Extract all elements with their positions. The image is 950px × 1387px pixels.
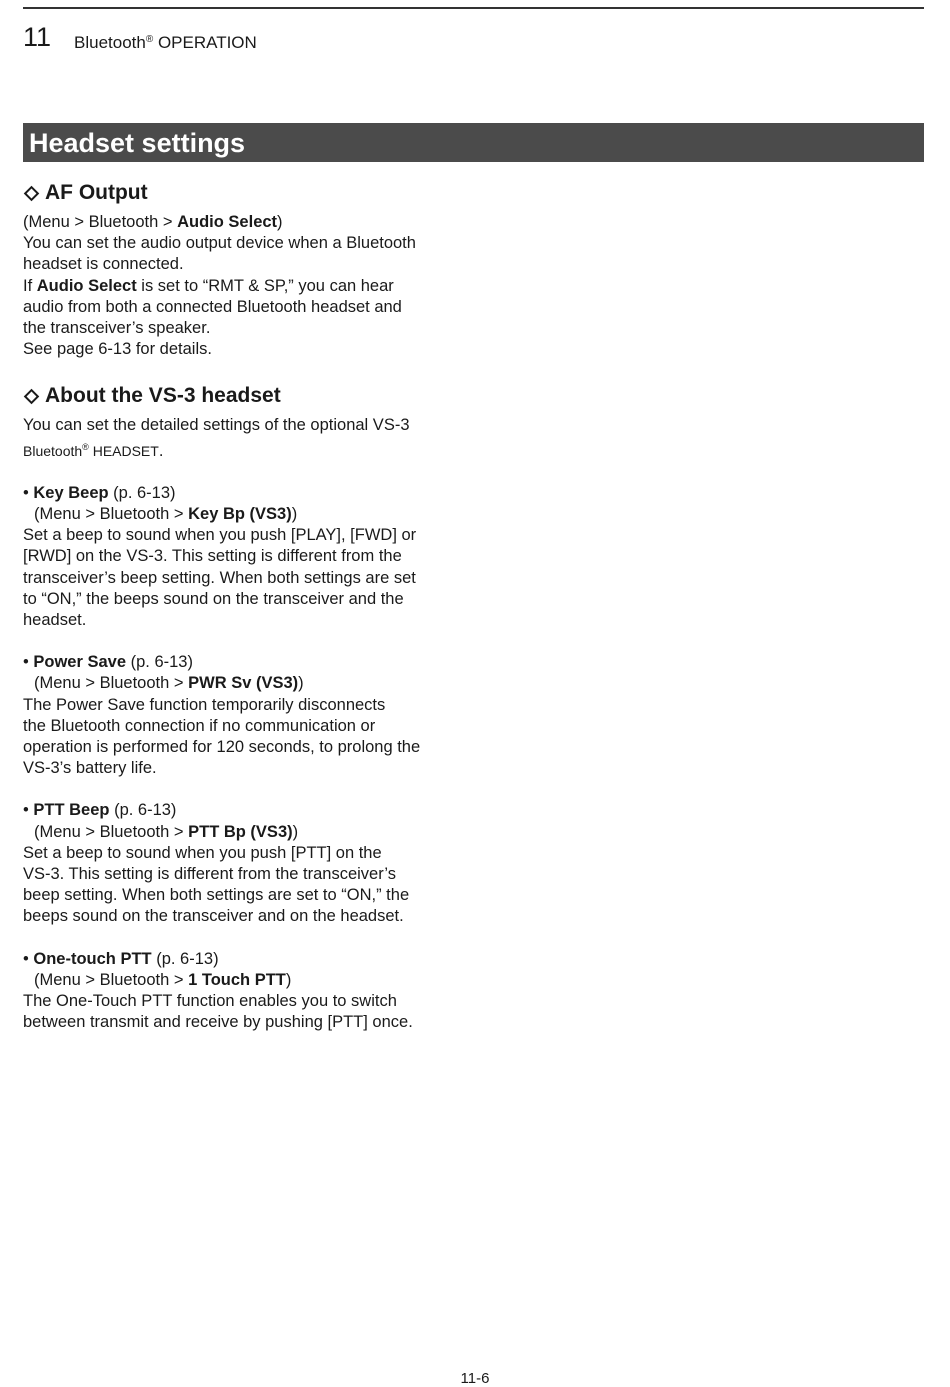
section-header-bar xyxy=(23,123,924,162)
text-line: VS-3. This setting is different from the transceiver’s xyxy=(23,865,396,884)
menu-item: Key Bp (VS3) xyxy=(188,505,292,524)
registered-mark: ® xyxy=(82,441,89,452)
text-line xyxy=(23,437,463,462)
item-page-ref: (p. 6-13) xyxy=(126,653,193,672)
menu-prefix: (Menu > Bluetooth > xyxy=(34,674,189,693)
af-output-heading xyxy=(23,178,463,208)
bullet: • xyxy=(23,483,34,502)
bullet: • xyxy=(23,801,34,820)
item-page-ref: (p. 6-13) xyxy=(109,801,177,820)
text-line: transceiver’s beep setting. When both settings are set xyxy=(23,568,416,587)
menu-item: PWR Sv (VS3) xyxy=(188,674,299,693)
chapter-title-main: Bluetooth xyxy=(74,33,146,52)
bullet: • xyxy=(23,653,34,672)
menu-suffix: ) xyxy=(298,674,304,693)
item-page-ref: (p. 6-13) xyxy=(108,483,176,502)
chapter-title xyxy=(74,30,257,53)
chapter-number: 11 xyxy=(23,22,52,52)
af-output-menu-path xyxy=(23,212,463,233)
vs3-intro xyxy=(23,415,463,461)
text-line: the transceiver’s speaker. xyxy=(23,319,211,338)
diamond-icon xyxy=(24,389,40,405)
item-menu-path xyxy=(23,504,463,525)
text-span: If xyxy=(23,276,37,295)
text-line: The Power Save function temporarily disconnects xyxy=(23,695,386,714)
text-line: audio from both a connected Bluetooth headset and xyxy=(23,297,402,316)
text-line: You can set the audio output device when a Bluetooth xyxy=(23,234,416,253)
text-line: headset. xyxy=(23,611,87,630)
text-line: Set a beep to sound when you push [PLAY], [FWD] or xyxy=(23,526,417,545)
bullet: • xyxy=(23,949,34,968)
text-span: Bluetooth xyxy=(23,442,83,459)
menu-item: PTT Bp (VS3) xyxy=(188,822,293,841)
page-number: 11-6 xyxy=(460,1370,490,1387)
main-content xyxy=(23,178,463,1034)
vs3-item xyxy=(23,652,463,779)
menu-suffix: ) xyxy=(291,505,298,524)
text-line: headset is connected. xyxy=(23,255,184,274)
text-line: beep setting. When both settings are set to “ON,” the xyxy=(23,886,410,905)
menu-prefix: (Menu > Bluetooth > xyxy=(34,505,189,524)
header-rule xyxy=(23,7,924,9)
item-menu-path xyxy=(23,822,463,843)
menu-item: Audio Select xyxy=(177,213,278,231)
item-title: PTT Beep xyxy=(33,801,110,820)
menu-item: 1 Touch PTT xyxy=(188,970,286,989)
item-page-ref: (p. 6-13) xyxy=(151,949,219,968)
text-line: You can set the detailed settings of the optional VS-3 xyxy=(23,416,410,435)
vs3-item-list xyxy=(23,462,463,1034)
menu-suffix: ) xyxy=(277,213,283,231)
text-line xyxy=(23,276,463,297)
vs3-heading-text: About the VS-3 headset xyxy=(45,384,281,408)
diamond-icon xyxy=(24,185,40,201)
item-title-line xyxy=(23,800,463,821)
chapter-title-rest: OPERATION xyxy=(153,33,257,52)
menu-prefix: (Menu > Bluetooth > xyxy=(34,822,189,841)
vs3-item xyxy=(23,800,463,927)
text-line: operation is performed for 120 seconds, to prolong the xyxy=(23,738,421,757)
item-title-line xyxy=(23,949,463,970)
text-bold: Audio Select xyxy=(36,276,137,295)
text-line: to “ON,” the beeps sound on the transceiver and the xyxy=(23,589,404,608)
item-title: One-touch PTT xyxy=(33,949,152,968)
vs3-item xyxy=(23,949,463,1034)
text-line: Set a beep to sound when you push [PTT] on the xyxy=(23,843,382,862)
item-title: Key Beep xyxy=(33,483,109,502)
text-line: [RWD] on the VS-3. This setting is different from the xyxy=(23,547,402,566)
menu-suffix: ) xyxy=(292,822,299,841)
text-line: the Bluetooth connection if no communication or xyxy=(23,716,376,735)
text-span: HEADSET xyxy=(88,442,159,459)
section-title: Headset settings xyxy=(29,128,246,158)
vs3-heading xyxy=(23,381,463,411)
menu-prefix: (Menu > Bluetooth > xyxy=(34,970,189,989)
text-span: . xyxy=(158,441,164,460)
text-line: VS-3’s battery life. xyxy=(23,759,157,778)
item-title: Power Save xyxy=(33,653,127,672)
af-output-heading-text: AF Output xyxy=(45,181,148,204)
af-output-body xyxy=(23,212,463,360)
item-title-line xyxy=(23,483,463,504)
text-line: between transmit and receive by pushing [PTT] once. xyxy=(23,1013,413,1032)
text-span: is set to “RMT & SP,” you can hear xyxy=(136,276,394,295)
menu-suffix: ) xyxy=(285,970,292,989)
text-line: See page 6-13 for details. xyxy=(23,340,212,359)
menu-prefix: (Menu > Bluetooth > xyxy=(23,213,178,231)
registered-mark: ® xyxy=(145,34,154,45)
item-menu-path xyxy=(23,673,463,694)
item-menu-path xyxy=(23,970,463,991)
text-line: beeps sound on the transceiver and on the headset. xyxy=(23,907,404,926)
text-line: The One-Touch PTT function enables you to switch xyxy=(23,992,397,1011)
item-title-line xyxy=(23,652,463,673)
vs3-item xyxy=(23,483,463,631)
